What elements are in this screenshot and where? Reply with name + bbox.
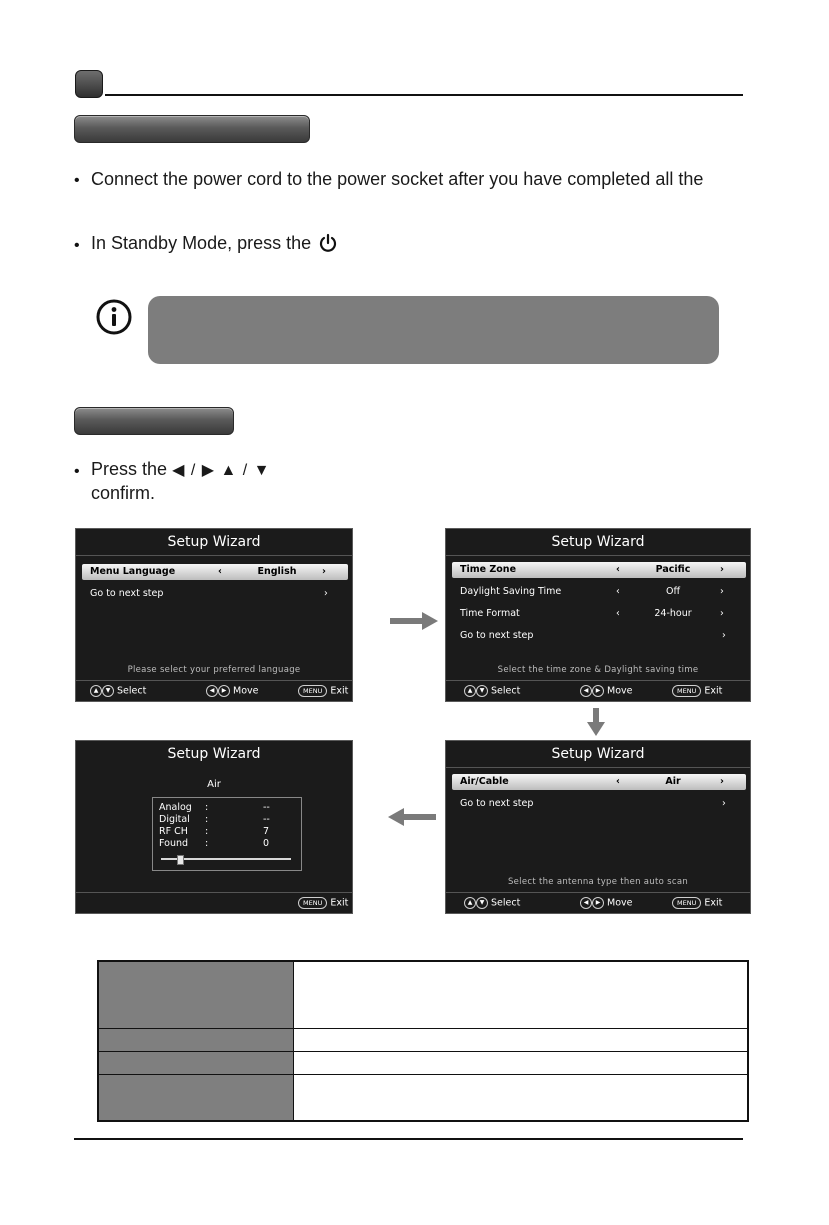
left-arrow-icon: ‹ <box>616 564 620 575</box>
next-step-row[interactable] <box>82 586 348 602</box>
left-arrow-icon: ‹ <box>616 586 620 597</box>
scan-row-found <box>159 838 299 850</box>
note-box <box>148 296 719 364</box>
bullet-dot: • <box>74 172 80 189</box>
table-cell-label <box>99 1029 293 1051</box>
signal-source: Air <box>207 779 221 790</box>
screen-scan <box>75 740 353 914</box>
right-arrow-icon: › <box>720 586 724 597</box>
select-label: Select <box>491 685 521 697</box>
footer-rule <box>74 1138 743 1140</box>
exit-hint <box>672 897 722 909</box>
section-rule <box>105 94 743 96</box>
up-button-icon: ▲ <box>90 685 102 697</box>
hint-text: Select the time zone & Daylight saving time <box>497 665 699 675</box>
scan-label: RF CH <box>159 826 188 837</box>
footer-bar <box>76 680 352 701</box>
row-label: Daylight Saving Time <box>460 586 562 597</box>
scan-status-box <box>152 797 302 871</box>
scan-sep: : <box>205 826 209 837</box>
right-button-icon: ▶ <box>218 685 230 697</box>
row-value: Air <box>665 776 681 787</box>
daylight-saving-row[interactable] <box>452 584 746 600</box>
next-step-row[interactable] <box>452 628 746 644</box>
select-hint <box>464 897 520 909</box>
chevron-right-icon: › <box>722 798 726 809</box>
arrow-down-icon <box>587 708 605 736</box>
down-button-icon: ▼ <box>102 685 114 697</box>
bullet-dot: • <box>74 237 80 254</box>
menu-button-icon: MENU <box>298 897 327 909</box>
section-marker <box>75 70 103 98</box>
scan-row-digital <box>159 814 299 826</box>
select-hint <box>90 685 146 697</box>
move-hint <box>580 685 633 697</box>
subsection-pill-power <box>74 115 310 143</box>
row-label: Time Format <box>460 608 520 619</box>
left-arrow-icon: ‹ <box>616 608 620 619</box>
select-label: Select <box>117 685 147 697</box>
down-button-icon: ▼ <box>476 897 488 909</box>
menu-language-row[interactable] <box>82 564 348 580</box>
menu-button-icon: MENU <box>672 897 701 909</box>
air-cable-row[interactable] <box>452 774 746 790</box>
scan-label: Digital <box>159 814 190 825</box>
exit-hint <box>672 685 722 697</box>
left-button-icon: ◀ <box>206 685 218 697</box>
move-hint <box>206 685 259 697</box>
hint-text: Please select your preferred language <box>127 665 301 675</box>
hint-text: Select the antenna type then auto scan <box>507 877 689 887</box>
screen-title: Setup Wizard <box>446 741 750 768</box>
scan-sep: : <box>205 802 209 813</box>
menu-button-icon: MENU <box>298 685 327 697</box>
scan-row-analog <box>159 802 299 814</box>
table-cell-label <box>99 1052 293 1074</box>
row-label: Time Zone <box>460 564 517 575</box>
row-value: 24-hour <box>654 608 692 619</box>
exit-label: Exit <box>330 897 349 909</box>
left-arrow-icon: ‹ <box>218 566 222 577</box>
info-icon <box>96 299 132 335</box>
scan-value: -- <box>263 802 270 813</box>
screen-language <box>75 528 353 702</box>
up-button-icon: ▲ <box>464 897 476 909</box>
row-label: Menu Language <box>90 566 176 577</box>
right-arrow-icon: › <box>720 776 724 787</box>
time-format-row[interactable] <box>452 606 746 622</box>
move-hint <box>580 897 633 909</box>
table-cell-label <box>99 1075 293 1120</box>
right-arrow-icon: › <box>720 564 724 575</box>
move-label: Move <box>607 685 633 697</box>
scan-value: 0 <box>263 838 270 849</box>
left-button-icon: ◀ <box>580 897 592 909</box>
up-button-icon: ▲ <box>464 685 476 697</box>
screen-title: Setup Wizard <box>446 529 750 556</box>
row-label: Go to next step <box>460 798 534 809</box>
scan-sep: : <box>205 838 209 849</box>
progress-knob <box>177 855 184 865</box>
footer-bar <box>76 892 352 913</box>
select-label: Select <box>491 897 521 909</box>
power-icon <box>318 233 338 253</box>
right-button-icon: ▶ <box>592 897 604 909</box>
next-step-row[interactable] <box>452 796 746 812</box>
down-button-icon: ▼ <box>476 685 488 697</box>
instruction-confirm: confirm. <box>91 483 156 503</box>
screen-time <box>445 528 751 702</box>
exit-label: Exit <box>704 897 723 909</box>
scan-label: Analog <box>159 802 192 813</box>
instruction-press <box>91 457 270 483</box>
arrow-right-icon <box>390 612 438 630</box>
row-value: Off <box>665 586 681 597</box>
move-label: Move <box>607 897 633 909</box>
move-label: Move <box>233 685 259 697</box>
screen-title: Setup Wizard <box>76 529 352 556</box>
menu-button-icon: MENU <box>672 685 701 697</box>
chevron-right-icon: › <box>722 630 726 641</box>
row-label: Air/Cable <box>460 776 509 787</box>
left-button-icon: ◀ <box>580 685 592 697</box>
scan-label: Found <box>159 838 189 849</box>
screen-antenna <box>445 740 751 914</box>
select-hint <box>464 685 520 697</box>
table-column-rule <box>293 962 294 1120</box>
scan-value: 7 <box>263 826 270 837</box>
settings-table <box>97 960 749 1122</box>
row-label: Go to next step <box>460 630 534 641</box>
footer-bar <box>446 892 750 913</box>
right-arrow-icon: › <box>322 566 326 577</box>
exit-hint <box>298 897 348 909</box>
row-label: Go to next step <box>90 588 164 599</box>
arrow-keys-icons: ◀ / ▶ ▲ / ▼ <box>172 462 271 479</box>
chevron-right-icon: › <box>324 588 328 599</box>
exit-hint <box>298 685 348 697</box>
time-zone-row[interactable] <box>452 562 746 578</box>
scan-row-rf-ch <box>159 826 299 838</box>
footer-bar <box>446 680 750 701</box>
screen-title: Setup Wizard <box>167 746 261 762</box>
right-arrow-icon: › <box>720 608 724 619</box>
press-prefix: Press the <box>91 459 168 479</box>
scan-sep: : <box>205 814 209 825</box>
exit-label: Exit <box>330 685 349 697</box>
right-button-icon: ▶ <box>592 685 604 697</box>
left-arrow-icon: ‹ <box>616 776 620 787</box>
scan-value: -- <box>263 814 270 825</box>
table-cell-label <box>99 962 293 1028</box>
row-value: English <box>257 566 297 577</box>
bullet-dot: • <box>74 463 80 480</box>
subsection-pill-setup <box>74 407 234 435</box>
intro-line-1: Connect the power cord to the power socket after you have completed all the <box>91 169 704 189</box>
arrow-left-icon <box>388 808 436 826</box>
intro-line-2: In Standby Mode, press the <box>91 233 312 253</box>
exit-label: Exit <box>704 685 723 697</box>
scan-progress-bar <box>161 858 291 860</box>
row-value: Pacific <box>655 564 691 575</box>
